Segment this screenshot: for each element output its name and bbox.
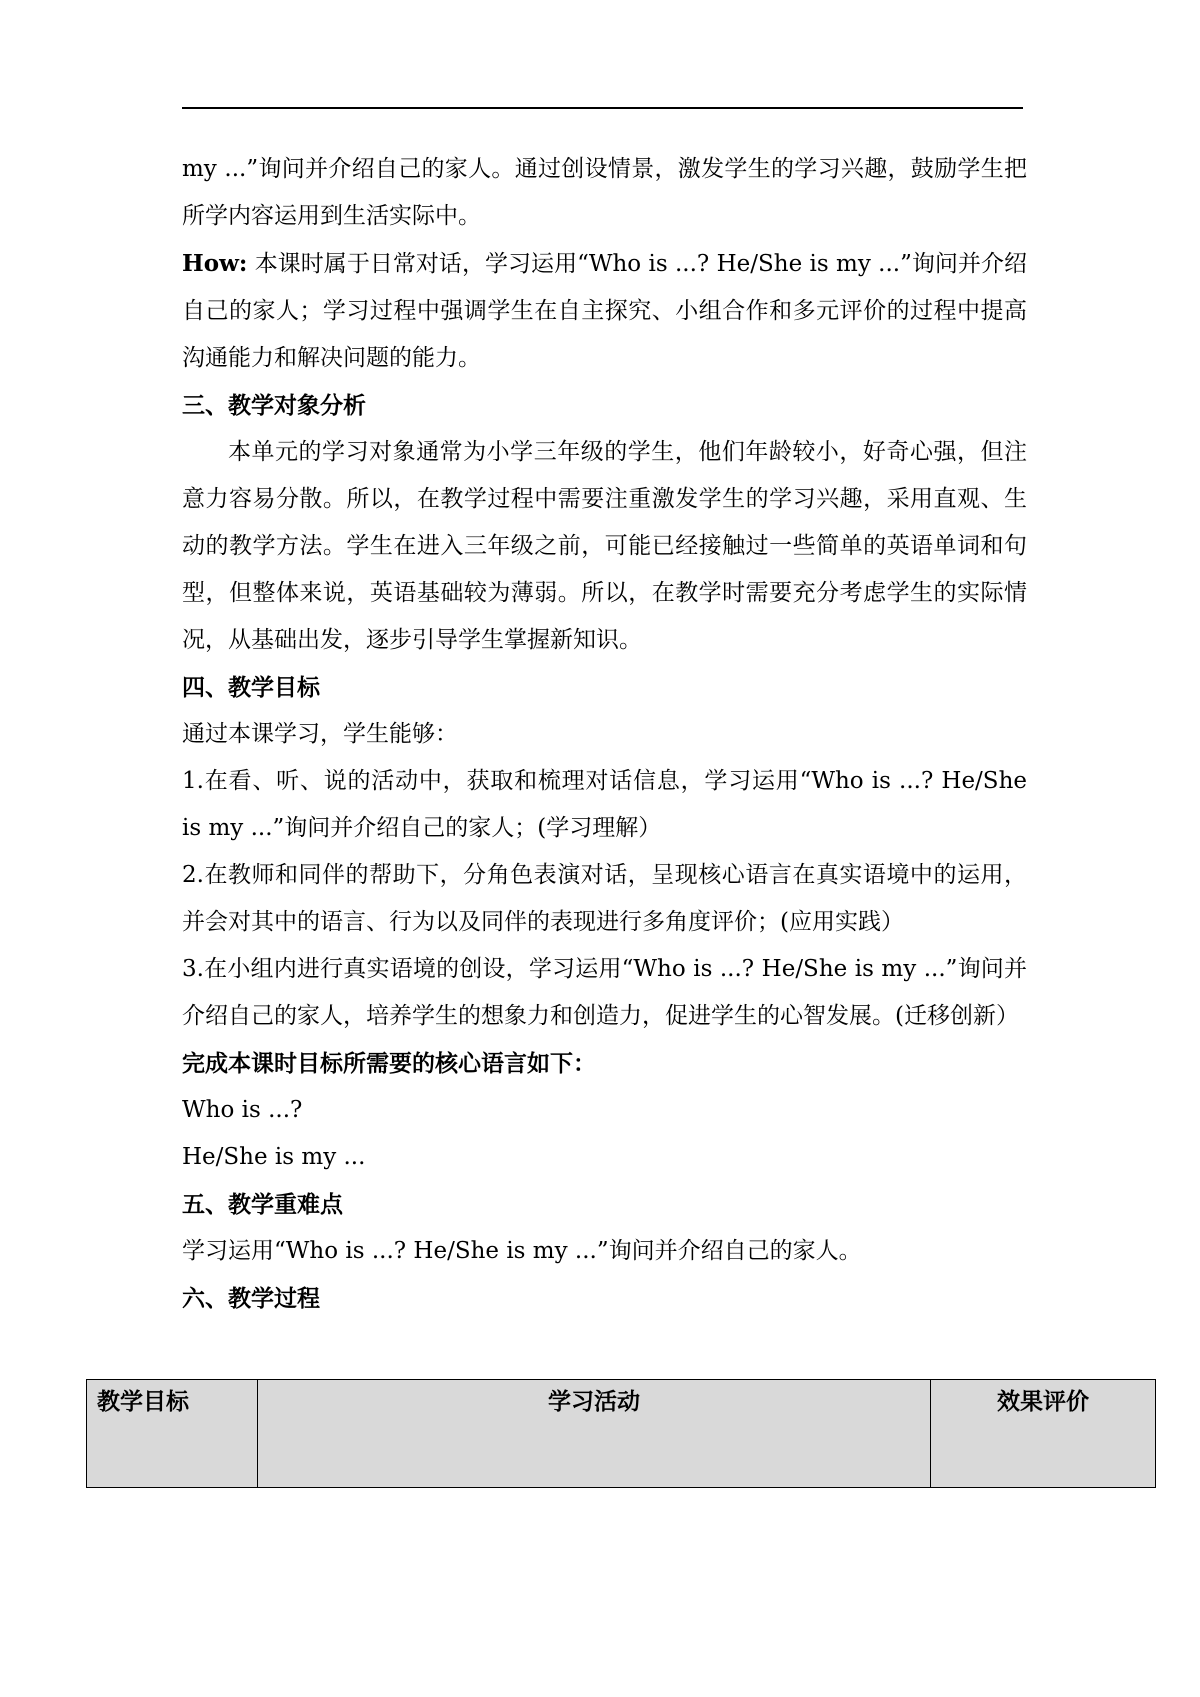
intro-continuation: my ...”询问并介绍自己的家人。通过创设情景，激发学生的学习兴趣，鼓励学生把所学内容运用到生活实际中。 bbox=[182, 156, 1027, 229]
how-label: How: bbox=[182, 250, 248, 277]
table-header-activity: 学习活动 bbox=[258, 1380, 931, 1488]
how-text: 本课时属于日常对话，学习运用“Who is ...? He/She is my ...”询问并介绍自己的家人；学习过程中强调学生在自主探究、小组合作和多元评价的过程中提高沟通能力和解决问题的能力。 bbox=[182, 251, 1027, 371]
goal-item: 2.在教师和同伴的帮助下，分角色表演对话，呈现核心语言在真实语境中的运用，并会对其中的语言、行为以及同伴的表现进行多角度评价；(应用实践） bbox=[182, 862, 1027, 935]
table-header-evaluation: 效果评价 bbox=[931, 1380, 1156, 1488]
document-body bbox=[182, 146, 1027, 1322]
core-language-item: He/She is my ... bbox=[182, 1144, 366, 1170]
header-rule bbox=[182, 107, 1023, 109]
goal-item: 1.在看、听、说的活动中，获取和梳理对话信息，学习运用“Who is ...? He/She is my ...”询问并介绍自己的家人；(学习理解） bbox=[182, 768, 1027, 841]
how-paragraph bbox=[182, 240, 1027, 382]
section-4-heading: 四、教学目标 bbox=[182, 674, 320, 701]
table-header-row bbox=[87, 1380, 1156, 1488]
section-5-body: 学习运用“Who is ...? He/She is my ...”询问并介绍自己的家人。 bbox=[182, 1238, 862, 1264]
section-3-body: 本单元的学习对象通常为小学三年级的学生，他们年龄较小，好奇心强，但注意力容易分散。所以，在教学过程中需要注重激发学生的学习兴趣，采用直观、生动的教学方法。学生在进入三年级之前，可能已经接触过一些简单的英语单词和句型，但整体来说，英语基础较为薄弱。所以，在教学时需要充分考虑学生的实际情况，从基础出发，逐步引导学生掌握新知识。 bbox=[182, 439, 1027, 653]
section-5-heading: 五、教学重难点 bbox=[182, 1191, 343, 1218]
goal-item: 3.在小组内进行真实语境的创设，学习运用“Who is ...? He/She is my ...”询问并介绍自己的家人，培养学生的想象力和创造力，促进学生的心智发展。(迁移创新） bbox=[182, 956, 1027, 1029]
section-6-heading: 六、教学过程 bbox=[182, 1285, 320, 1312]
core-language-heading: 完成本课时目标所需要的核心语言如下： bbox=[182, 1050, 596, 1077]
table-header-goal: 教学目标 bbox=[87, 1380, 258, 1488]
teaching-process-table bbox=[86, 1379, 1156, 1488]
core-language-item: Who is ...? bbox=[182, 1097, 303, 1123]
goals-lead: 通过本课学习，学生能够： bbox=[182, 721, 458, 747]
section-3-heading: 三、教学对象分析 bbox=[182, 392, 366, 419]
